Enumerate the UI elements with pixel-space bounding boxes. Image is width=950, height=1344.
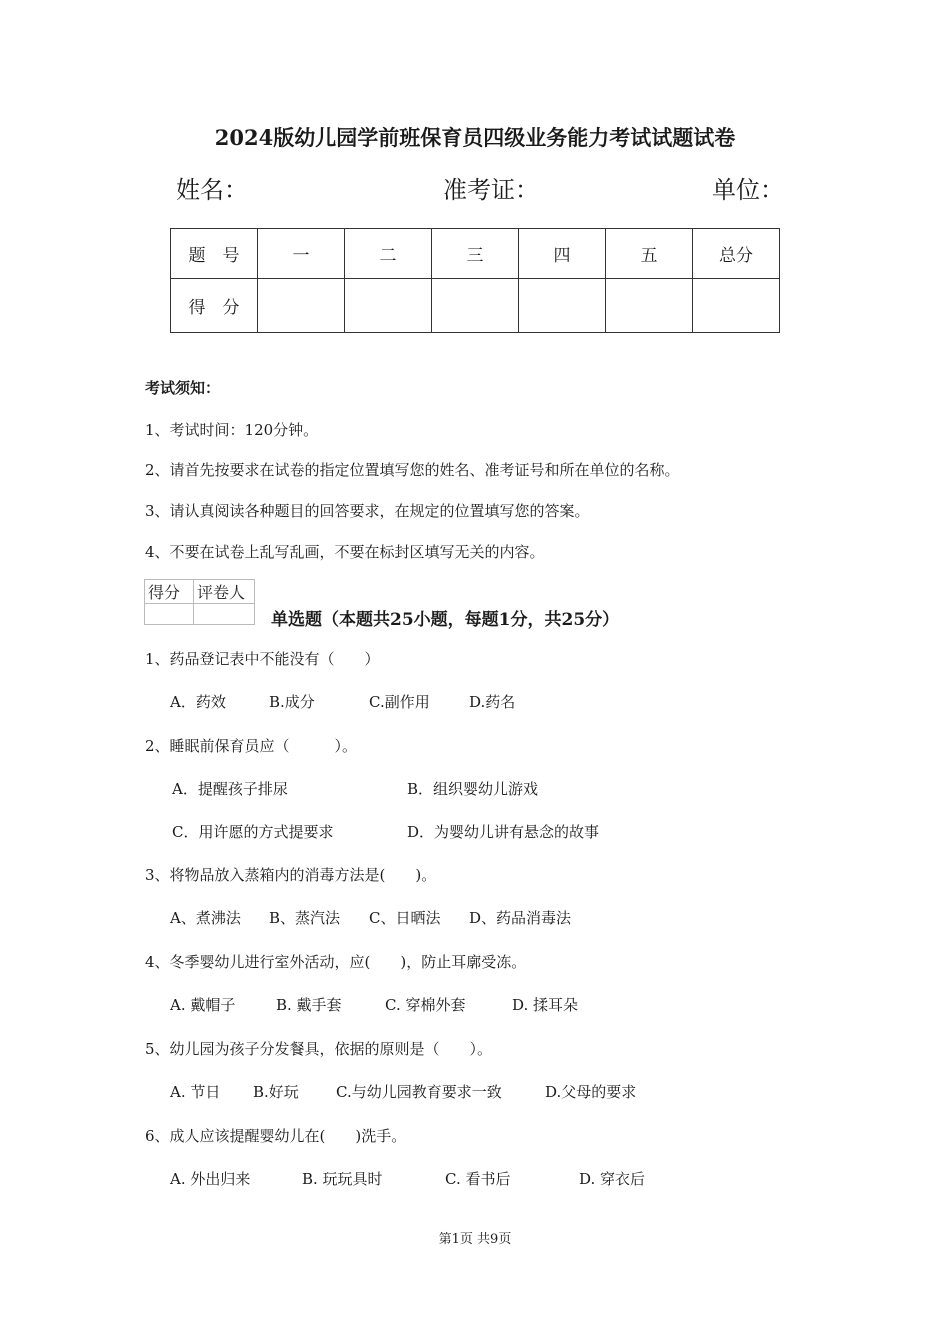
grader-reviewer-label: 评卷人: [194, 580, 255, 604]
score-header-cell: 五: [606, 229, 693, 279]
score-table: [170, 228, 780, 333]
question-stem: 2、睡眠前保育员应（ ）。: [145, 737, 358, 755]
question-stem: 4、冬季婴幼儿进行室外活动，应( )，防止耳廓受冻。: [145, 953, 527, 971]
question-option: B.好玩: [253, 1083, 299, 1101]
grader-reviewer-cell[interactable]: [194, 604, 255, 625]
question-stem: 5、幼儿园为孩子分发餐具，依据的原则是（ ）。: [145, 1040, 493, 1058]
notice-heading: 考试须知：: [145, 379, 221, 397]
score-header-cell: 题 号: [171, 229, 258, 279]
question-option: C.副作用: [369, 693, 430, 711]
grader-box: [144, 579, 255, 625]
question-option: C. 看书后: [445, 1170, 511, 1188]
grader-score-label: 得分: [145, 580, 194, 604]
notice-item: 3、请认真阅读各种题目的回答要求，在规定的位置填写您的答案。: [145, 502, 590, 520]
question-option: B.成分: [269, 693, 315, 711]
question-option: D.父母的要求: [545, 1083, 637, 1101]
name-field-label: 姓名：: [176, 176, 248, 204]
score-table-header-row: [171, 229, 780, 279]
score-header-cell: 总分: [693, 229, 780, 279]
score-input-cell[interactable]: [693, 279, 780, 333]
question-option: A．药效: [170, 693, 226, 711]
notice-item: 2、请首先按要求在试卷的指定位置填写您的姓名、准考证号和所在单位的名称。: [145, 461, 680, 479]
section-title: 单选题（本题共25小题，每题1分，共25分）: [271, 610, 620, 630]
question-stem: 6、成人应该提醒婴幼儿在( )洗手。: [145, 1127, 407, 1145]
notice-item: 1、考试时间：120分钟。: [145, 421, 319, 439]
question-option: A. 戴帽子: [170, 996, 236, 1014]
question-option: B、蒸汽法: [269, 909, 341, 927]
grader-score-cell[interactable]: [145, 604, 194, 625]
unit-field-label: 单位：: [712, 176, 784, 204]
score-input-cell[interactable]: [432, 279, 519, 333]
question-option: D．为婴幼儿讲有悬念的故事: [407, 823, 600, 841]
question-option: D. 穿衣后: [579, 1170, 646, 1188]
exam-id-field-label: 准考证：: [443, 176, 539, 204]
score-header-cell: 三: [432, 229, 519, 279]
question-option: D.药名: [469, 693, 516, 711]
question-option: A. 节日: [170, 1083, 221, 1101]
score-header-cell: 四: [519, 229, 606, 279]
score-header-cell: 一: [258, 229, 345, 279]
question-option: C．用许愿的方式提要求: [172, 823, 334, 841]
question-option: D. 揉耳朵: [512, 996, 579, 1014]
question-option: B. 戴手套: [276, 996, 342, 1014]
score-input-cell[interactable]: [258, 279, 345, 333]
score-header-cell: 二: [345, 229, 432, 279]
notice-item: 4、不要在试卷上乱写乱画，不要在标封区填写无关的内容。: [145, 543, 545, 561]
document-title: 2024版幼儿园学前班保育员四级业务能力考试试题试卷: [214, 125, 736, 150]
question-option: A. 外出归来: [170, 1170, 251, 1188]
question-option: C、日晒法: [369, 909, 441, 927]
question-option: B．组织婴幼儿游戏: [407, 780, 539, 798]
score-table-score-row: [171, 279, 780, 333]
question-option: B. 玩玩具时: [302, 1170, 383, 1188]
score-input-cell[interactable]: [519, 279, 606, 333]
page-footer: 第1页 共9页: [438, 1232, 512, 1247]
question-option: C. 穿棉外套: [385, 996, 466, 1014]
question-stem: 3、将物品放入蒸箱内的消毒方法是( )。: [145, 866, 437, 884]
score-input-cell[interactable]: [345, 279, 432, 333]
question-option: C.与幼儿园教育要求一致: [336, 1083, 502, 1101]
question-option: A．提醒孩子排尿: [172, 780, 288, 798]
question-option: D、药品消毒法: [469, 909, 572, 927]
question-option: A、煮沸法: [170, 909, 241, 927]
score-row-label: 得 分: [171, 279, 258, 333]
score-input-cell[interactable]: [606, 279, 693, 333]
question-stem: 1、药品登记表中不能没有（ ）: [145, 650, 380, 668]
